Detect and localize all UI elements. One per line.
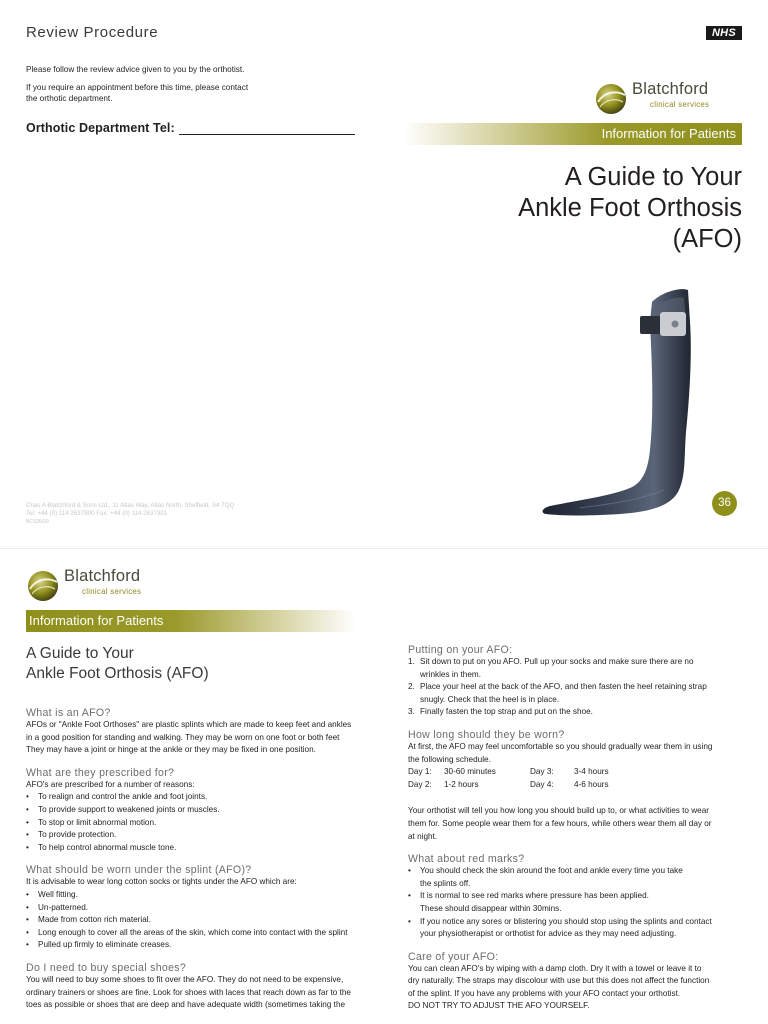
review-procedure-title: Review Procedure	[26, 24, 159, 41]
right-column	[408, 644, 748, 1013]
text-line: • It is normal to see red marks where pressure has been applied.	[420, 891, 649, 901]
wear-schedule-table	[408, 766, 609, 791]
nhs-logo: NHS	[706, 26, 742, 40]
blatchford-logo	[594, 80, 744, 116]
tel-label: Orthotic Department Tel:	[26, 121, 175, 135]
orthotic-department-tel	[26, 121, 355, 135]
text-line: wrinkles in them.	[420, 669, 481, 679]
shoes-text	[26, 974, 382, 1012]
text-line: toes as possible or shoes that are deep and have adequate width (sometimes taking the	[26, 1000, 346, 1010]
spacer	[408, 791, 748, 805]
text-line: Finally fasten the top strap and put on the shoe.	[420, 707, 593, 717]
red-marks-list	[408, 865, 748, 941]
cover-title-line: Ankle Foot Orthosis	[518, 194, 742, 222]
list-item: • Un-patterned.	[26, 902, 382, 915]
text-line: It is advisable to wear long cotton socks or tights under the AFO which are:	[26, 877, 297, 887]
ankle-foot-orthosis-image	[540, 282, 742, 522]
text-line: These should disappear within 30mins.	[420, 903, 562, 913]
list-item	[408, 865, 748, 890]
text-line: the following schedule.	[408, 754, 491, 764]
shoes-heading: Do I need to buy special shoes?	[26, 961, 187, 974]
brand-subtitle: clinical services	[82, 587, 142, 596]
what-is-heading: What is an AFO?	[26, 707, 111, 719]
text-line: AFO's are prescribed for a number of reasons:	[26, 779, 195, 789]
schedule-day: Day 2:	[408, 779, 432, 789]
appointment-note-line: the orthotic department.	[26, 93, 113, 103]
text-line: in a good position for standing and walking. They may be worn on one foot or both feet	[26, 732, 340, 742]
putting-on-heading: Putting on your AFO:	[408, 644, 513, 656]
appointment-note	[26, 83, 248, 104]
list-item: • Pulled up firmly to eliminate creases.	[26, 939, 382, 952]
list-item: • Made from cotton rich material.	[26, 914, 382, 927]
guide-title	[26, 644, 209, 684]
cover-title	[518, 162, 742, 255]
brand-name: Blatchford	[632, 80, 709, 98]
text-line: at night.	[408, 831, 438, 841]
step-item	[408, 656, 748, 681]
list-item: • To stop or limit abnormal motion.	[26, 817, 382, 830]
care-text	[408, 963, 748, 1013]
table-row	[408, 779, 609, 792]
address-line: Tel: +44 (0) 114 2637900 Fax: +44 (0) 114 2637901	[26, 510, 168, 517]
list-item: • Long enough to cover all the areas of the skin, which come into contact with the splint	[26, 927, 382, 940]
blatchford-swirl-icon	[594, 82, 628, 116]
care-warning: DO NOT TRY TO ADJUST THE AFO YOURSELF.	[408, 1001, 590, 1011]
red-marks-heading: What about red marks?	[408, 853, 525, 866]
blatchford-swirl-icon	[26, 569, 60, 603]
prescribed-heading: What are they prescribed for?	[26, 766, 175, 779]
text-line: They may have a joint or hinge at the ankle or they may be fixed in one position.	[26, 745, 316, 755]
info-banner	[26, 610, 356, 632]
red-marks-text	[408, 865, 748, 941]
page-divider	[0, 548, 768, 549]
schedule-day: Day 4:	[530, 779, 554, 789]
step-item	[408, 681, 748, 706]
under-splint-text	[26, 876, 382, 952]
schedule-duration: 4-6 hours	[574, 779, 609, 789]
text-line: them for. Some people wear them for a few hours, while others wear them all day or	[408, 818, 712, 828]
review-note: Please follow the review advice given to you by the orthotist.	[26, 65, 245, 74]
schedule-day: Day 1:	[408, 767, 432, 777]
text-line: the splints off.	[420, 878, 471, 888]
text-line: At first, the AFO may feel uncomfortable so you should gradually wear them in using	[408, 741, 713, 751]
list-item	[408, 890, 748, 915]
company-address	[26, 502, 234, 526]
step-number: 3.	[408, 707, 415, 717]
step-number: 2.	[408, 682, 415, 692]
left-column	[26, 707, 382, 1012]
cover-title-line: (AFO)	[672, 225, 742, 253]
address-line: Chas A Blatchford & Sons Ltd., 11 Atlas Way, Atlas North, Sheffield, S4 7QQ	[26, 502, 235, 509]
guide-title-line: Ankle Foot Orthosis (AFO)	[26, 665, 209, 682]
schedule-duration: 3-4 hours	[574, 767, 609, 777]
tel-write-line	[179, 123, 355, 135]
list-item: • Well fitting.	[26, 889, 382, 902]
text-line: Your orthotist will tell you how long you should build up to, or what activities to wear	[408, 806, 709, 816]
what-is-text	[26, 719, 382, 757]
text-line: You can clean AFO's by wiping with a damp cloth. Dry it with a towel or leave it to	[408, 963, 702, 973]
list-item: • To realign and control the ankle and foot joints.	[26, 791, 382, 804]
info-banner-text: Information for Patients	[29, 613, 164, 628]
list-item: • To provide protection.	[26, 829, 382, 842]
cover-title-line: A Guide to Your	[564, 163, 742, 191]
text-line: You will need to buy some shoes to fit over the AFO. They do not need to be expensive,	[26, 974, 344, 984]
brand-name: Blatchford	[64, 567, 141, 585]
putting-on-steps	[408, 656, 748, 719]
text-line: Sit down to put on you AFO. Pull up your socks and make sure there are no	[420, 657, 694, 666]
prescribed-text	[26, 779, 382, 855]
prescribed-list	[26, 791, 382, 854]
blatchford-logo	[26, 567, 176, 603]
schedule-duration: 30-60 minutes	[444, 767, 496, 777]
appointment-note-line: If you require an appointment before this time, please contact	[26, 83, 249, 92]
info-banner-text: Information for Patients	[601, 126, 736, 141]
under-splint-heading: What should be worn under the splint (AFO)?	[26, 864, 252, 877]
info-banner	[404, 123, 742, 145]
text-line: AFOs or "Ankle Foot Orthoses" are plastic splints which are made to keep feet and ankles	[26, 720, 352, 729]
text-line: your physiotherapist or orthotist for advice as they may need adjusting.	[420, 929, 677, 939]
care-heading: Care of your AFO:	[408, 950, 499, 963]
text-line: Place your heel at the back of the AFO, and then fasten the heel retaining strap	[420, 682, 707, 692]
step-item	[408, 706, 748, 719]
brand-subtitle: clinical services	[650, 100, 710, 109]
text-line: snugly. Check that the heel is in place.	[420, 694, 560, 704]
step-number: 1.	[408, 657, 415, 666]
guide-title-line: A Guide to Your	[26, 645, 134, 662]
text-line: ordinary trainers or shoes are fine. Look for shoes with laces that reach down as far to the	[26, 987, 351, 997]
how-long-text	[408, 741, 748, 843]
under-splint-list	[26, 889, 382, 952]
list-item: • To provide support to weakened joints or muscles.	[26, 804, 382, 817]
list-item	[408, 916, 748, 941]
leaflet-code: BCS36/09	[26, 519, 49, 525]
text-line: dry naturally. The straps may discolour with use but this does not affect the function	[408, 976, 710, 986]
how-long-heading: How long should they be worn?	[408, 728, 565, 741]
text-line: of the splint. If you have any problems with your AFO contact your orthotist.	[408, 988, 681, 998]
schedule-day: Day 3:	[530, 767, 554, 777]
leaflet-number-badge: 36	[712, 491, 737, 516]
text-line: • If you notice any sores or blistering you should stop using the splints and contact	[420, 916, 712, 926]
text-line: • You should check the skin around the foot and ankle every time you take	[420, 866, 683, 876]
table-row	[408, 766, 609, 779]
steps-list	[408, 656, 748, 719]
schedule-duration: 1-2 hours	[444, 779, 479, 789]
list-item: • To help control abnormal muscle tone.	[26, 842, 382, 855]
